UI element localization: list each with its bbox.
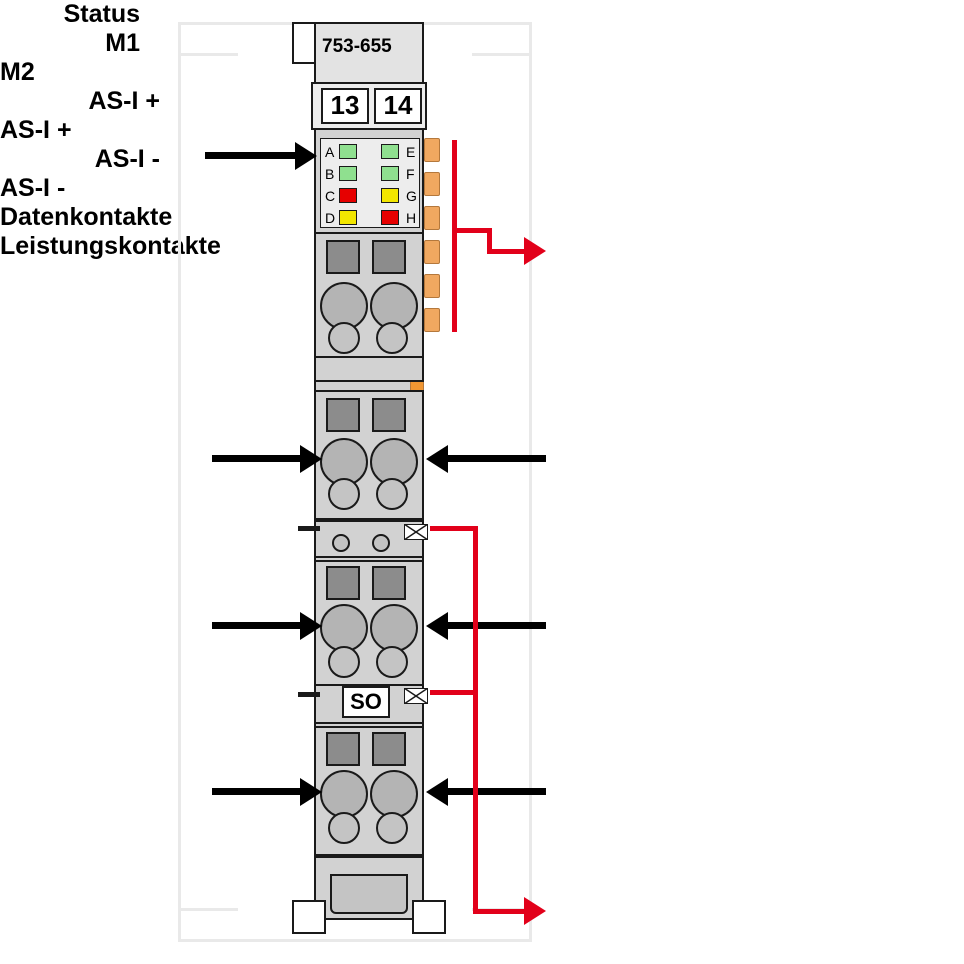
terminal-hole-asi-minus-right xyxy=(370,770,418,818)
terminal-number-13: 13 xyxy=(330,90,360,120)
led-g xyxy=(381,188,399,203)
arrow-line-asi-plus-right xyxy=(448,622,546,629)
led-letter-c: C xyxy=(325,188,336,204)
led-f xyxy=(381,166,399,181)
test-hole-3-left xyxy=(328,646,360,678)
din-rail-bottom-notch-left xyxy=(178,908,238,942)
so-label-box: SO xyxy=(342,686,390,718)
data-contact-tab-6 xyxy=(424,308,440,332)
datenkontakte-bracket-vertical xyxy=(452,140,457,332)
push-button-2-left xyxy=(326,398,360,432)
tiny-hole-1-left xyxy=(332,534,350,552)
label-m1: M1 xyxy=(105,29,140,57)
leistungskontakte-branch-lower xyxy=(430,690,478,695)
foot-cap-left xyxy=(292,900,326,934)
leistungskontakte-horizontal xyxy=(473,909,529,914)
led-letter-a: A xyxy=(325,144,335,160)
part-number-label: 753-655 xyxy=(322,36,392,57)
arrow-line-m1 xyxy=(212,455,302,462)
terminal-hole-asi-plus-right xyxy=(370,604,418,652)
leistungskontakte-branch-upper xyxy=(430,526,478,531)
led-letter-b: B xyxy=(325,166,335,182)
push-button-4-right xyxy=(372,732,406,766)
arrow-head-status xyxy=(295,142,317,170)
arrow-line-status xyxy=(205,152,297,159)
data-contact-tab-2 xyxy=(424,172,440,196)
din-rail-top-notch-left xyxy=(178,22,238,56)
leistungskontakte-vertical xyxy=(473,526,478,914)
arrow-line-m2 xyxy=(448,455,546,462)
label-datenkontakte: Datenkontakte xyxy=(0,203,173,231)
led-h xyxy=(381,210,399,225)
tiny-hole-1-right xyxy=(372,534,390,552)
terminal-hole-asi-plus-left xyxy=(320,604,368,652)
label-status: Status xyxy=(63,0,140,28)
block-1-divider xyxy=(314,356,424,358)
marker-dash-2 xyxy=(298,692,320,697)
led-letter-f: F xyxy=(406,166,415,182)
test-hole-1-right xyxy=(376,322,408,354)
arrow-head-m2 xyxy=(426,445,448,473)
led-b xyxy=(339,166,357,181)
label-leistungskontakte: Leistungskontakte xyxy=(0,232,221,260)
led-letter-g: G xyxy=(406,188,417,204)
datenkontakte-step-h1 xyxy=(452,228,492,233)
push-button-1-left xyxy=(326,240,360,274)
push-button-2-right xyxy=(372,398,406,432)
label-asi-plus-right: AS-I + xyxy=(0,116,72,144)
data-contact-tab-5 xyxy=(424,274,440,298)
wire-symbol-1-cross xyxy=(404,524,428,540)
terminal-hole-asi-minus-left xyxy=(320,770,368,818)
test-hole-1-left xyxy=(328,322,360,354)
din-rail-top-notch-right xyxy=(472,22,532,56)
test-hole-2-right xyxy=(376,478,408,510)
arrow-head-asi-minus-left xyxy=(300,778,322,806)
data-contact-tab-3 xyxy=(424,206,440,230)
led-c xyxy=(339,188,357,203)
push-button-1-right xyxy=(372,240,406,274)
label-asi-minus-left: AS-I - xyxy=(94,145,160,173)
arrow-head-asi-minus-right xyxy=(426,778,448,806)
datenkontakte-step-h2 xyxy=(487,249,529,254)
arrow-head-asi-plus-left xyxy=(300,612,322,640)
arrow-head-m1 xyxy=(300,445,322,473)
label-m2: M2 xyxy=(0,58,35,86)
arrow-head-asi-plus-right xyxy=(426,612,448,640)
foot-cap-right xyxy=(412,900,446,934)
data-contact-tab-4 xyxy=(424,240,440,264)
wire-symbol-2-cross xyxy=(404,688,428,704)
led-a xyxy=(339,144,357,159)
led-letter-e: E xyxy=(406,144,416,160)
push-button-4-left xyxy=(326,732,360,766)
test-hole-4-left xyxy=(328,812,360,844)
arrow-line-asi-minus-left xyxy=(212,788,302,795)
label-asi-plus-left: AS-I + xyxy=(88,87,160,115)
led-d xyxy=(339,210,357,225)
arrow-line-asi-plus-left xyxy=(212,622,302,629)
led-letter-d: D xyxy=(325,210,336,226)
leistungskontakte-arrow-head xyxy=(524,897,546,925)
test-hole-2-left xyxy=(328,478,360,510)
test-hole-3-right xyxy=(376,646,408,678)
test-hole-4-right xyxy=(376,812,408,844)
label-asi-minus-right: AS-I - xyxy=(0,174,66,202)
push-button-3-right xyxy=(372,566,406,600)
arrow-line-asi-minus-right xyxy=(448,788,546,795)
marker-dash-1 xyxy=(298,526,320,531)
push-button-3-left xyxy=(326,566,360,600)
datenkontakte-arrow-head xyxy=(524,237,546,265)
foot-latch xyxy=(330,874,408,914)
terminal-number-14: 14 xyxy=(383,90,413,120)
data-contact-tab-1 xyxy=(424,138,440,162)
led-letter-h: H xyxy=(406,210,417,226)
led-e xyxy=(381,144,399,159)
